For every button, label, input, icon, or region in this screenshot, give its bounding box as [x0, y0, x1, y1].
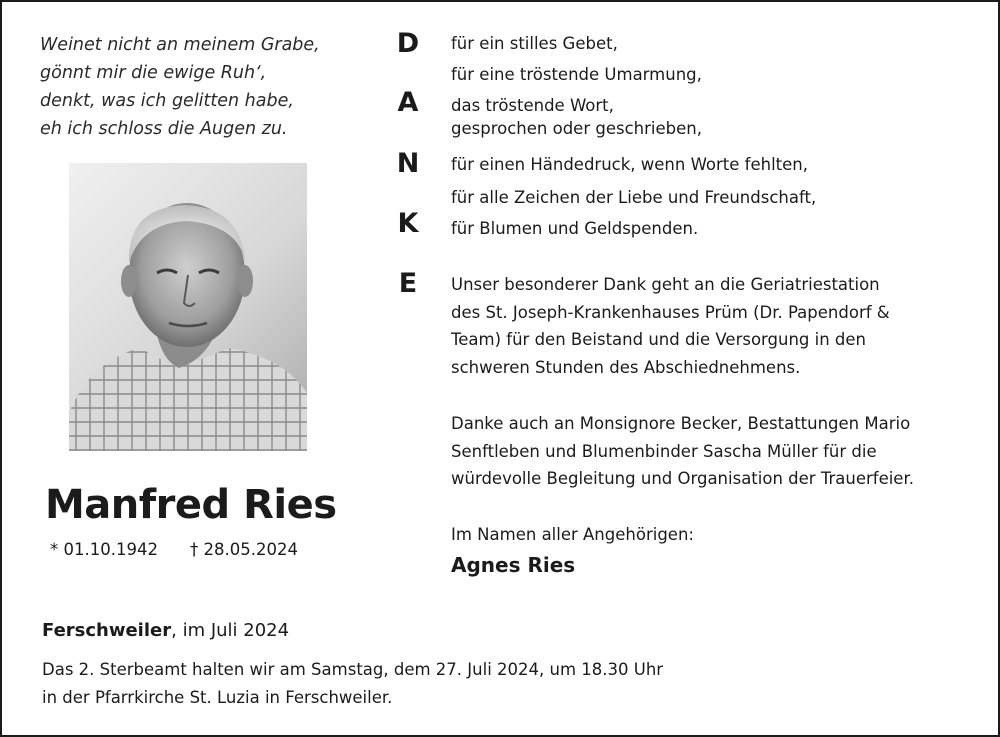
signer-name: Agnes Ries [451, 553, 576, 577]
life-dates [50, 540, 298, 559]
death-date: † 28.05.2024 [189, 540, 298, 559]
notice-date: , im Juli 2024 [171, 620, 290, 641]
danke-letter-d: D [396, 28, 420, 59]
portrait-photo [69, 163, 307, 451]
memorial-poem [40, 31, 370, 143]
danke-letter-k: K [397, 208, 419, 239]
paragraph-line: Unser besonderer Dank geht an die Geriatriestation [451, 275, 880, 294]
paragraph-line: Danke auch an Monsignore Becker, Bestattungen Mario [451, 414, 911, 433]
thanks-line: gesprochen oder geschrieben, [451, 119, 702, 138]
poem-line: gönnt mir die ewige Ruh‘, [40, 63, 267, 83]
paragraph-line: Senftleben und Blumenbinder Sascha Müller für die [451, 441, 877, 461]
service-announcement [42, 656, 663, 712]
danke-letter-n: N [396, 148, 420, 179]
poem-line: denkt, was ich gelitten habe, [40, 91, 294, 111]
paragraph-line: schweren Stunden des Abschiednehmens. [451, 357, 801, 377]
place-date-line [42, 620, 289, 641]
special-thanks-paragraph [451, 271, 890, 381]
further-thanks-paragraph [451, 410, 914, 493]
on-behalf-line: Im Namen aller Angehörigen: [451, 525, 694, 544]
deceased-name: Manfred Ries [45, 482, 337, 528]
paragraph-line: Team) für den Beistand und die Versorgung in den [451, 330, 867, 349]
danke-letter-e: E [398, 268, 418, 299]
thanks-line: für alle Zeichen der Liebe und Freundschaft, [451, 188, 817, 207]
service-line: in der Pfarrkirche St. Luzia in Ferschweiler. [42, 688, 393, 707]
thanks-line: das tröstende Wort, [451, 96, 614, 115]
thanks-line: für eine tröstende Umarmung, [451, 65, 702, 84]
birth-date: * 01.10.1942 [50, 540, 158, 559]
poem-line: Weinet nicht an meinem Grabe, [40, 35, 320, 55]
thanks-line: für einen Händedruck, wenn Worte fehlten, [451, 155, 808, 174]
service-line: Das 2. Sterbeamt halten wir am Samstag, dem 27. Juli 2024, um 18.30 Uhr [42, 660, 664, 679]
poem-line: eh ich schloss die Augen zu. [40, 119, 288, 139]
paragraph-line: würdevolle Begleitung und Organisation der Trauerfeier. [451, 469, 914, 488]
thanks-line: für Blumen und Geldspenden. [451, 219, 699, 238]
danke-letter-a: A [397, 87, 419, 118]
paragraph-line: des St. Joseph-Krankenhauses Prüm (Dr. Papendorf & [451, 302, 890, 322]
thanks-line: für ein stilles Gebet, [451, 34, 618, 53]
place-name: Ferschweiler [42, 620, 172, 641]
